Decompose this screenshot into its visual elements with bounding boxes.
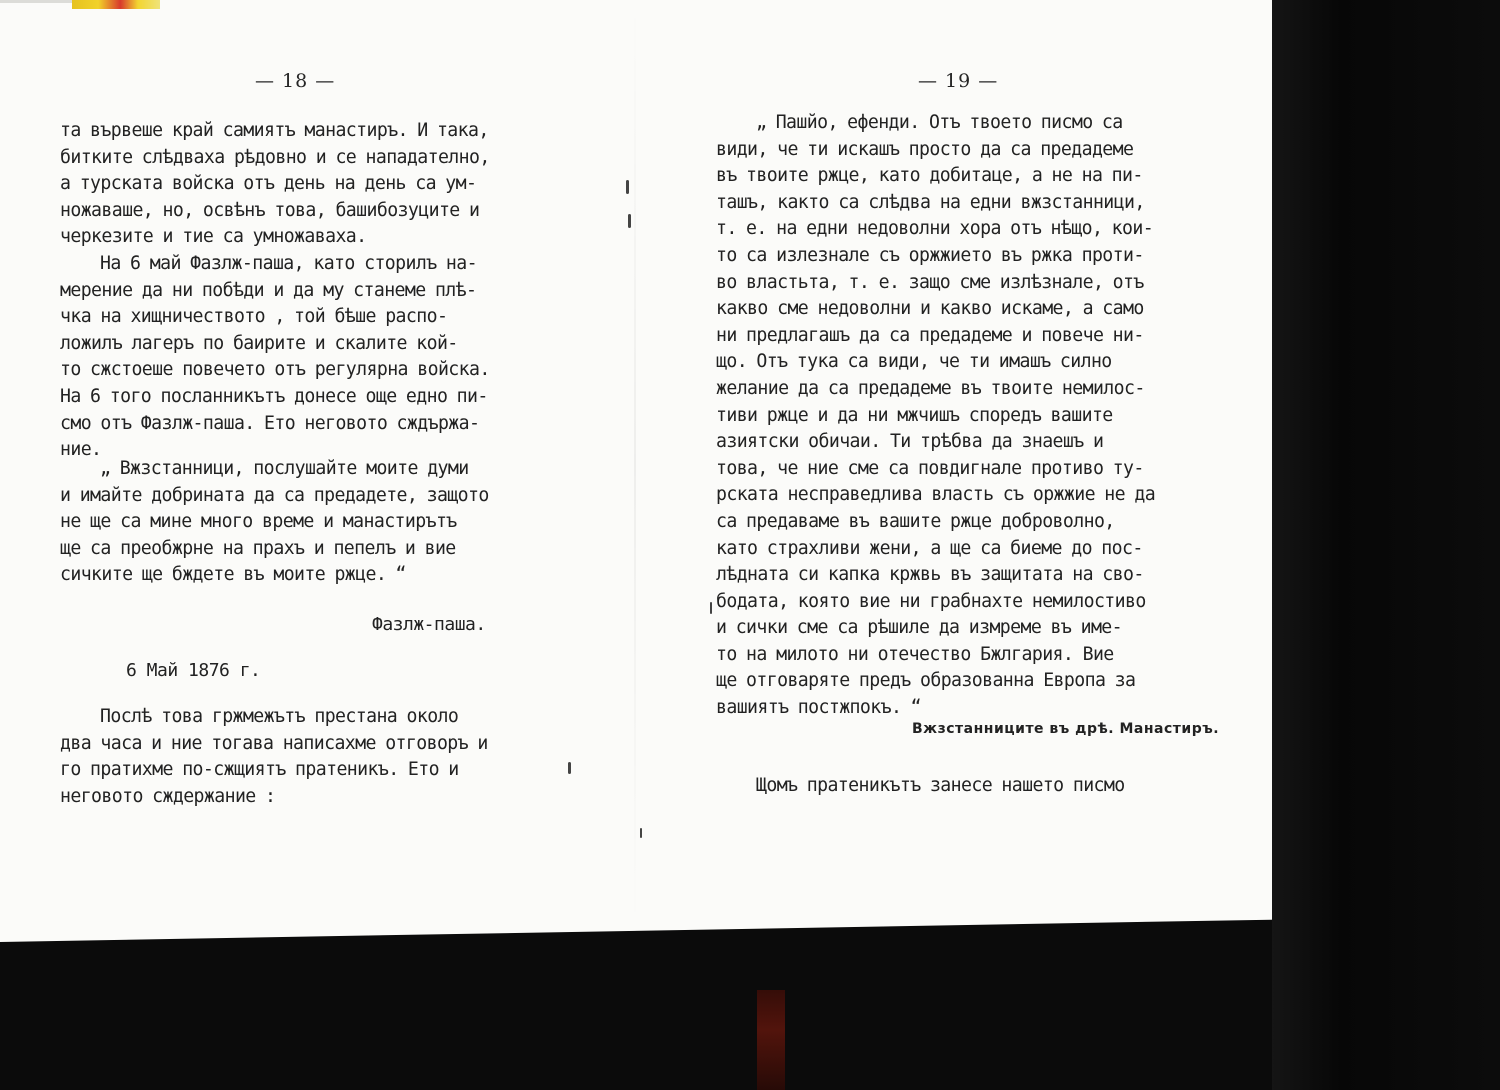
text-line: На 6 того посланникътъ донесе още едно пи- [60, 385, 488, 407]
text-line: рската несправедлива власть съ оржжие не да [716, 484, 1156, 506]
text-line: чка на хищничеството , той бѣше распо- [60, 306, 448, 328]
text-line: ни предлагашъ да са предадеме и повече ни- [716, 324, 1144, 346]
text-line: какво сме недоволни и какво искаме, а само [716, 298, 1144, 320]
text-line: азиятски обичаи. Ти трѣбва да знаешъ и [716, 431, 1104, 453]
ribbon-mark [757, 990, 785, 1090]
text-line: Послѣ това гржмежътъ престана около [100, 706, 459, 727]
scan-speck [568, 762, 571, 774]
text-line: черкезите и тие са умножаваха. [60, 226, 367, 248]
signature: Фазлж-паша. [372, 614, 486, 635]
text-line: а турската войска отъ день на день са ум- [60, 173, 477, 195]
page-number: — 19 — [918, 70, 999, 92]
text-line: т. е. на едни недоволни хора отъ нѣщо, кои- [716, 218, 1154, 240]
text-line: що. Отъ тука са види, че ти имашъ силно [716, 351, 1112, 373]
scan-speck [626, 180, 629, 194]
text-line: тиви ржце и да ни мжчишъ споредъ вашите [716, 404, 1113, 426]
text-line: „ Вжзстанници, послушайте моите думи [100, 458, 469, 479]
right-page [700, 0, 1220, 900]
text-line: ще отговаряте предъ образованна Европа за [716, 670, 1136, 692]
paragraph [60, 704, 580, 810]
text-line: два часа и ние тогава написахме отговоръ и [60, 732, 488, 754]
text-line: въ твоите ржце, като добитаце, а не на пи- [716, 165, 1143, 187]
text-line: вашиятъ постжпокъ. “ [716, 697, 921, 719]
text-line: като страхливи жени, а ще са биеме до пос- [716, 537, 1143, 559]
book-gutter [634, 0, 636, 930]
text-line: го пратихме по-сжщиятъ пратеникъ. Ето и [60, 759, 459, 781]
text-line: види, че ти искашъ просто да са предадеме [716, 138, 1134, 160]
text-line: неговото сждержание : [60, 785, 276, 807]
text-line: ние. [60, 439, 102, 461]
text-line: та вървеше край самиятъ манастиръ. И така, [60, 120, 489, 141]
text-line: и сички сме са рѣшиле да измреме въ име- [716, 617, 1122, 639]
text-line: то са излезнале съ оржжието въ ржка проти- [716, 244, 1144, 266]
text-line: не ще са мине много време и манастирътъ [60, 511, 457, 533]
text-line: ташъ, както са слѣдва на едни вжзстанници, [716, 191, 1145, 213]
text-line: са предаваме въ вашите ржце доброволно, [716, 510, 1115, 532]
paragraph [60, 251, 580, 464]
text-line: Щомъ пратеникътъ занесе нашето писмо [756, 775, 1125, 796]
text-line: во властьта, т. е. защо сме излѣзнале, отъ [716, 271, 1144, 293]
scanner-background [1272, 0, 1500, 1090]
text-line: това, че ние сме са повдигнале противо ту- [716, 457, 1144, 479]
paragraph [716, 773, 1200, 800]
text-line: ложилъ лагеръ по баирите и скалите кой- [60, 332, 458, 354]
text-line: смо отъ Фазлж-паша. Ето неговото сждържа- [60, 412, 480, 434]
text-line: желание да са предадеме въ твоите немилос- [716, 377, 1145, 399]
text-line: лѣдната си капка кржвь въ защитата на сво- [716, 564, 1144, 586]
text-line: На 6 май Фазлж-паша, като сторилъ на- [100, 253, 477, 274]
paragraph-quote [60, 456, 580, 589]
scan-speck [640, 828, 642, 838]
paragraph-letter [716, 110, 1200, 722]
date: 6 Май 1876 г. [126, 660, 261, 681]
left-page [60, 0, 580, 900]
text-line: ножаваше, но, освѣнъ това, башибозуците и [60, 199, 480, 221]
page-number: — 18 — [255, 70, 336, 92]
text-line: бодата, която вие ни грабнахте немилостиво [716, 590, 1146, 612]
text-line: битките слѣдваха рѣдовно и се нападателно, [60, 146, 490, 168]
paragraph [60, 118, 580, 251]
text-line: и имайте добрината да са предадете, защото [60, 484, 489, 506]
text-line: „ Пашйо, ефенди. Отъ твоето писмо са [756, 112, 1123, 133]
text-line: сичките ще бждете въ моите ржце. “ [60, 564, 406, 586]
scan-speck [710, 602, 712, 614]
signature: Вжзстанниците въ дрѣ. Манастиръ. [912, 721, 1220, 737]
text-line: мерение да ни побѣди и да му станеме плѣ- [60, 279, 477, 301]
text-line: то на милото ни отечество Бжлгария. Вие [716, 643, 1114, 665]
text-line: ще са преобжрне на прахъ и пепелъ и вие [60, 537, 456, 559]
text-line: то сжстоеше повечето отъ регулярна войска. [60, 359, 490, 381]
scan-speck [628, 214, 631, 228]
